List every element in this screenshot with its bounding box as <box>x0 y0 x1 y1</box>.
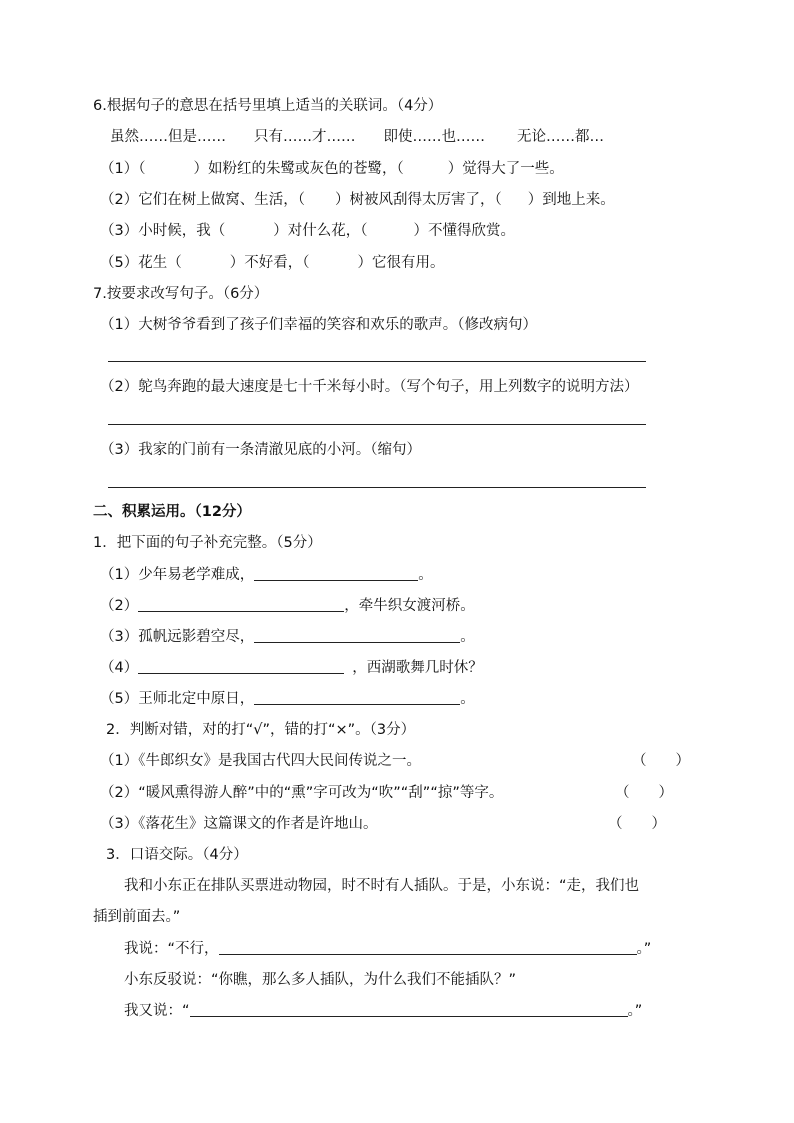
s2-q3-title: 3．口语交际。（4分） <box>106 847 248 863</box>
s2-q2-item-1: （1）《牛郎织女》是我国古代四大民间传说之一。 <box>100 753 421 769</box>
s2-q1-item-2: （2） ，牵牛织女渡河桥。 <box>100 598 475 614</box>
s2-q2-title: 2．判断对错，对的打“√”，错的打“×”。（3分） <box>106 722 416 738</box>
q6-item-4: （5）花生（ ）不好看，（ ）它很有用。 <box>100 255 445 271</box>
q6-title: 6.根据句子的意思在括号里填上适当的关联词。（4分） <box>93 98 443 114</box>
answer-line[interactable] <box>108 361 646 362</box>
dialogue-paragraph-1: 我和小东正在排队买票进动物园，时不时有人插队。于是，小东说：“走，我们也 <box>124 878 640 894</box>
fill-blank[interactable] <box>138 597 344 612</box>
option-3: 即使……也…… <box>383 129 485 145</box>
option-4: 无论……都… <box>517 129 604 145</box>
s2-q1-item-1: （1）少年易老学难成， 。 <box>100 567 433 583</box>
fill-blank[interactable] <box>254 690 460 705</box>
q6-options <box>110 128 604 146</box>
s2-q1-item-5: （5）王师北定中原日， 。 <box>100 691 475 707</box>
section-2-title: 二、积累运用。（12分） <box>93 504 251 520</box>
q6-item-3: （3）小时候，我（ ）对什么花，（ ）不懂得欣赏。 <box>100 223 515 239</box>
answer-blank[interactable] <box>219 940 637 955</box>
dialogue-line-2: 小东反驳说：“你瞧，那么多人插队，为什么我们不能插队？” <box>124 972 517 988</box>
judgment-bracket[interactable]: （ ） <box>615 785 673 801</box>
option-2: 只有……才…… <box>254 129 356 145</box>
answer-line[interactable] <box>108 487 646 488</box>
answer-line[interactable] <box>108 424 646 425</box>
s2-q2-item-3: （3）《落花生》这篇课文的作者是许地山。 <box>100 816 378 832</box>
dialogue-line-3: 我又说：“ 。” <box>124 1003 643 1019</box>
dialogue-paragraph-2: 插到前面去。” <box>93 909 181 925</box>
q6-item-1: （1）（ ）如粉红的朱鹭或灰色的苍鹭，（ ）觉得大了一些。 <box>100 161 564 177</box>
answer-blank[interactable] <box>190 1002 628 1017</box>
s2-q1-title: 1．把下面的句子补充完整。（5分） <box>93 535 322 551</box>
fill-blank[interactable] <box>254 628 460 643</box>
s2-q1-item-3: （3）孤帆远影碧空尽， 。 <box>100 629 475 645</box>
q7-item-1: （1）大树爷爷看到了孩子们幸福的笑容和欢乐的歌声。（修改病句） <box>100 317 537 333</box>
q7-item-3: （3）我家的门前有一条清澈见底的小河。（缩句） <box>100 442 421 458</box>
judgment-bracket[interactable]: （ ） <box>608 816 666 832</box>
option-1: 虽然……但是…… <box>110 129 226 145</box>
judgment-bracket[interactable]: （ ） <box>632 753 690 769</box>
q7-title: 7.按要求改写句子。（6分） <box>93 286 269 302</box>
q7-item-2: （2）鸵鸟奔跑的最大速度是七十千米每小时。（写个句子，用上列数字的说明方法） <box>100 379 639 395</box>
fill-blank[interactable] <box>254 566 418 581</box>
s2-q1-item-4: （4） ，西湖歌舞几时休？ <box>100 660 483 676</box>
fill-blank[interactable] <box>138 659 344 674</box>
dialogue-line-1: 我说：“不行， 。” <box>124 941 652 957</box>
s2-q2-item-2: （2）“暖风熏得游人醉”中的“熏”字可改为“吹”“刮”“掠”等字。 <box>100 785 504 801</box>
q6-item-2: （2）它们在树上做窝、生活，（ ）树被风刮得太厉害了，（ ）到地上来。 <box>100 192 615 208</box>
